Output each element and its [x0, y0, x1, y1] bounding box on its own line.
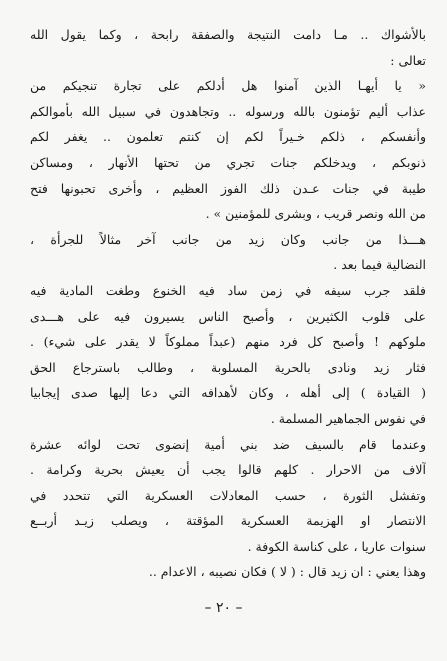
text-line-3: « يا أيهـا الذين آمنوا هل أدلكم على تجارة تنجيكم من	[30, 78, 426, 94]
text-line-11: فلقد جرب سيفه في زمن ساد فيه الخنوع وطغت المادية فيه	[30, 282, 426, 298]
text-line-21: سنوات عاريا ، على كناسة الكوفة .	[247, 538, 426, 554]
text-line-7: طيبة في جنات عـدن ذلك الفوز العظيم ، وأخرى تحبونها فتح	[30, 180, 426, 196]
text-line-14: فثار زيد ونادى بالحرية المسلوبة ، وطالب باسترجاع الحق	[30, 359, 426, 375]
text-line-20: الانتصار او الهزيمة العسكرية المؤقتة ، ويصلب زيـد أربــع	[30, 513, 426, 529]
page-number: – ٢٠ –	[204, 600, 243, 616]
text-line-9: هـــذا من جانب وكان زيد من جانب آخر مثالاً للجرأة ،	[30, 231, 426, 247]
text-line-18: آلاف من الاحرار . كلهم قالوا يجب أن يعيش بحرية وكرامة .	[30, 462, 426, 478]
text-line-4: عذاب أليم تؤمنون بالله ورسوله .. وتجاهدون في سبيل الله بأموالكم	[30, 103, 426, 119]
text-line-16: في نفوس الجماهير المسلمة .	[270, 410, 426, 426]
text-line-2: تعالى :	[390, 52, 426, 68]
text-line-17: وعندما قام بالسيف ضد بني أمية إنضوى تحت لوائه عشرة	[30, 436, 426, 452]
text-line-12: على قلوب الكثيرين ، وأصبح الناس يسيرون فيه على هـــدى	[30, 308, 426, 324]
text-line-5: وأنفسكم ، ذلكم خـيراً لكم إن كنتم تعلمون .. يغفر لكم	[30, 129, 426, 145]
text-line-6: ذنوبكم ، ويدخلكم جنات تجري من تحتها الأنهار ، ومساكن	[30, 154, 426, 170]
book-page-text	[30, 22, 426, 585]
text-line-13: ملوكهم ! وأصبح كل فرد منهم (عبداً مملوكاً لا يقدر على شيء) .	[30, 334, 426, 350]
text-line-15: ( القيادة ) إلى أهله ، وكان لأهدافه التي دعا إليها صدى إيجابيا	[30, 385, 426, 401]
text-line-22: وهذا يعني : ان زيد قال : ( لا ) فكان نصيبه ، الاعدام ..	[148, 564, 426, 580]
text-line-8: من الله ونصر قريب ، وبشرى للمؤمنين » .	[205, 206, 426, 222]
text-line-10: النضالية فيما بعد .	[333, 257, 426, 273]
text-line-1: بالأشواك .. مـا دامت النتيجة والصفقة رابحة ، وكما يقول الله	[30, 27, 426, 42]
text-line-19: وتفشل الثورة ، حسب المعادلات العسكرية التي تتحدد في	[30, 487, 426, 503]
